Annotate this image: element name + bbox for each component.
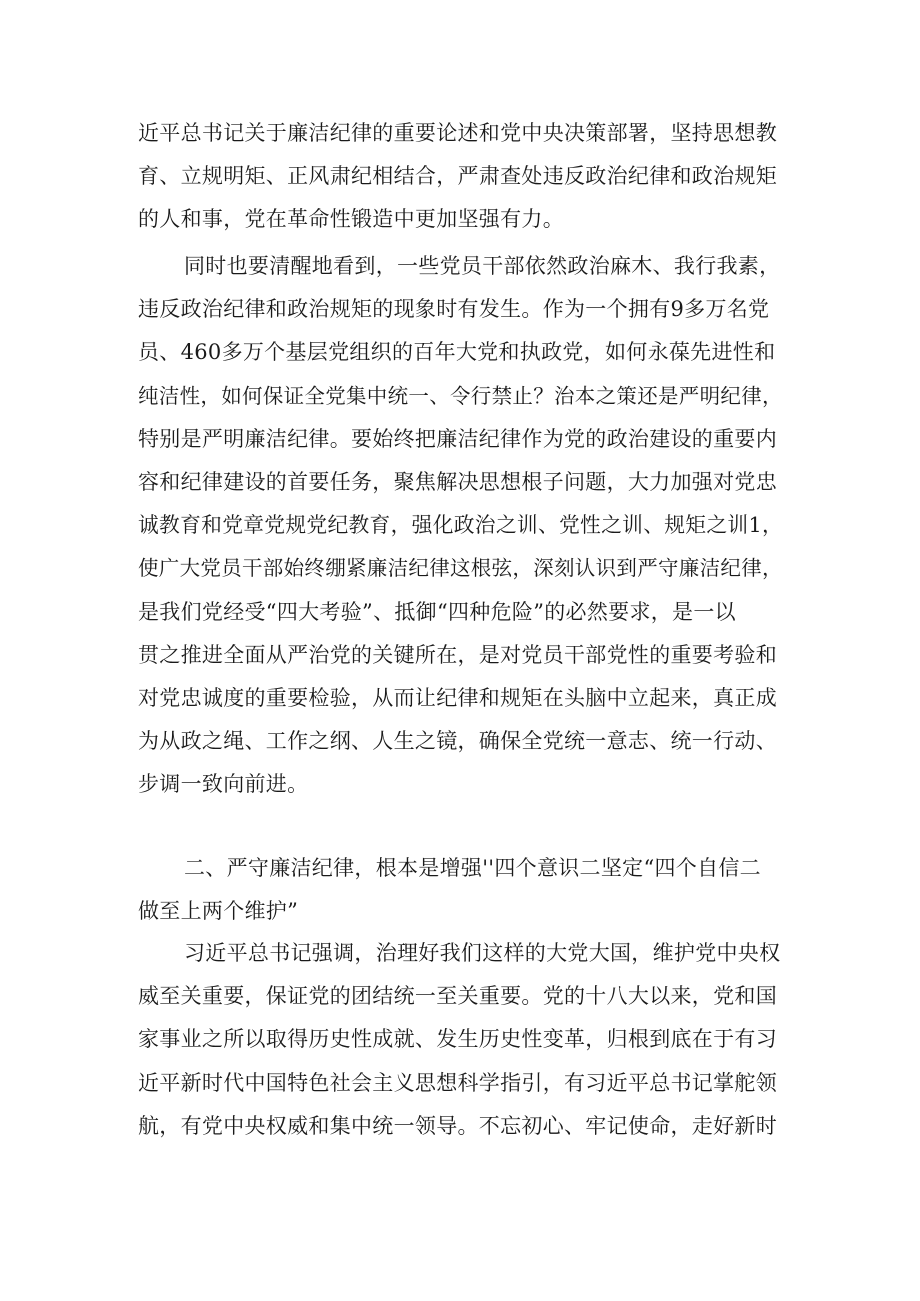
heading-line: 做至上两个维护” <box>138 899 299 924</box>
section-heading <box>138 847 788 933</box>
heading-line: 二、严守廉洁纪律，根本是增强''四个意识二坚定“四个自信二 <box>184 856 761 880</box>
text-line: 同时也要清醒地看到，一些党员干部依然政治麻木、我行我素， <box>184 254 781 278</box>
paragraph-3 <box>138 932 788 1148</box>
text-line: 使广大党员干部始终绷紧廉洁纪律这根弦，深刻认识到严守廉洁纪律， <box>138 556 783 581</box>
text-line: 贯之推进全面从严治党的关键所在，是对党员干部党性的重要考验和 <box>138 642 777 667</box>
text-line: 为从政之绳、工作之纲、人生之镜，确保全党统一意志、统一行动、 <box>138 729 777 754</box>
paragraph-2 <box>138 245 788 806</box>
text-line: 特别是严明廉洁纪律。要始终把廉洁纪律作为党的政治建设的重要内 <box>138 426 777 451</box>
text-line: 违反政治纪律和政治规矩的现象时有发生。作为一个拥有9多万名党 <box>138 297 770 322</box>
text-line: 航，有党中央权威和集中统一领导。不忘初心、牢记使命，走好新时 <box>138 1113 777 1138</box>
text-line: 步调一致向前进。 <box>138 772 309 797</box>
text-line: 习近平总书记强调，治理好我们这样的大党大国，维护党中央权 <box>184 941 781 965</box>
paragraph-1 <box>138 112 788 242</box>
text-line: 容和纪律建设的首要任务，聚焦解决思想根子问题，大力加强对党忠 <box>138 469 777 494</box>
text-line: 的人和事，党在革命性锻造中更加坚强有力。 <box>138 207 564 232</box>
text-line: 家事业之所以取得历史性成就、发生历史性变革，归根到底在于有习 <box>138 1027 777 1052</box>
text-line: 威至关重要，保证党的团结统一至关重要。党的十八大以来，党和国 <box>138 984 777 1009</box>
text-line: 近平新时代中国特色社会主义思想科学指引，有习近平总书记掌舵领 <box>138 1070 777 1095</box>
text-line: 纯洁性，如何保证全党集中统一、令行禁止？治本之策还是严明纪律， <box>138 383 783 408</box>
text-line: 对党忠诚度的重要检验，从而让纪律和规矩在头脑中立起来，真正成 <box>138 685 777 710</box>
text-line: 员、460多万个基层党组织的百年大党和执政党，如何永葆先进性和 <box>138 340 776 365</box>
text-line: 是我们党经受“四大考验”、抵御“四种危险”的必然要求，是一以 <box>138 599 736 624</box>
text-line: 近平总书记关于廉洁纪律的重要论述和党中央决策部署，坚持思想教 <box>138 121 777 145</box>
text-line: 诚教育和党章党规党纪教育，强化政治之训、党性之训、规矩之训1， <box>138 513 784 538</box>
text-line: 育、立规明矩、正风肃纪相结合，严肃查处违反政治纪律和政治规矩 <box>138 164 777 189</box>
